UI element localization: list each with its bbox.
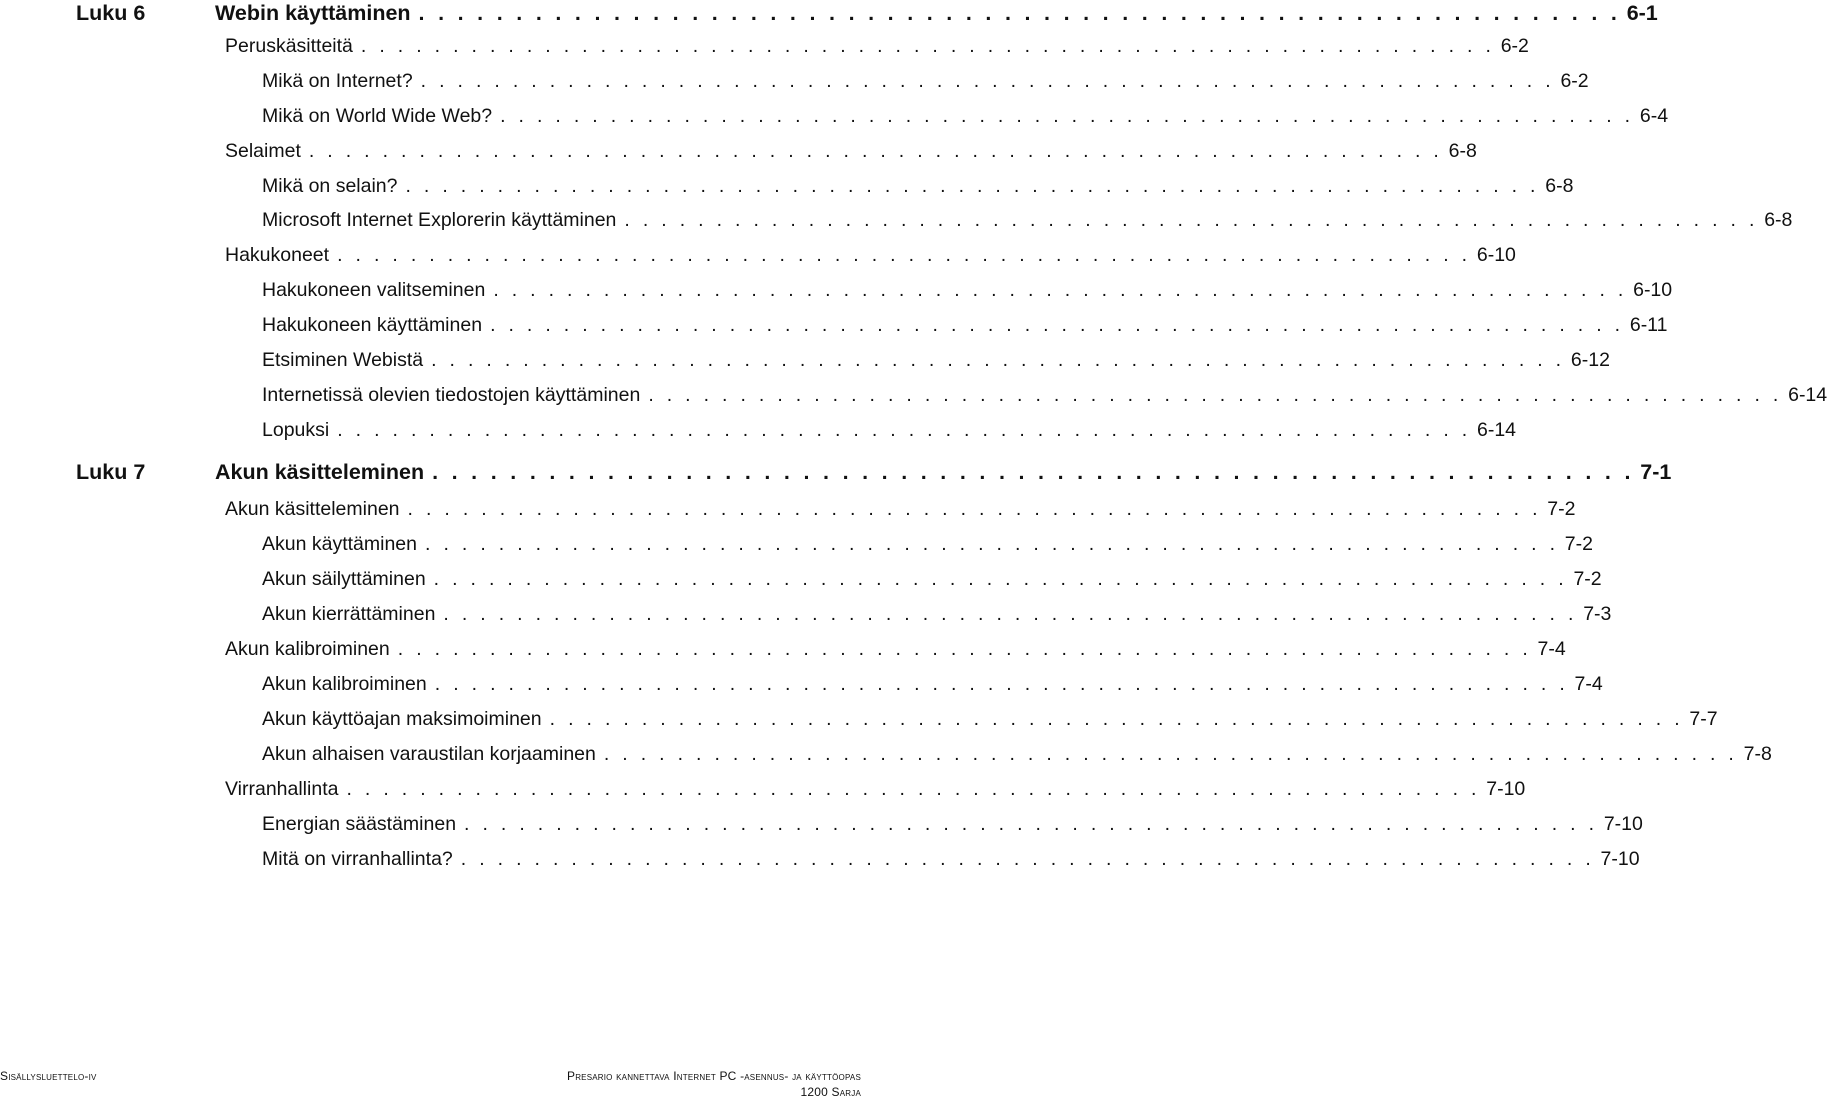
toc-subsection-row: [0, 104, 1669, 138]
toc-subsection-row: [0, 672, 1603, 706]
toc-entry[interactable]: [262, 707, 1718, 731]
dot-leader: . . . . . . . . . . . . . . . . . . . . . . . . . . . . . . . . . . . . . . . . . . . . . . . . . . . . . . . . . . . . . .: [603, 743, 1738, 765]
toc-subsection-row: [0, 532, 1593, 566]
toc-section-row: [0, 497, 1576, 531]
toc-subsection-row: [0, 383, 1827, 417]
toc-entry[interactable]: [262, 313, 1668, 337]
toc-subsection-row: [0, 418, 1517, 452]
toc-entry[interactable]: [262, 278, 1673, 302]
toc-entry-title: Akun alhaisen varaustilan korjaaminen: [262, 743, 596, 765]
toc-entry[interactable]: [225, 243, 1516, 267]
dot-leader: . . . . . . . . . . . . . . . . . . . . . . . . . . . . . . . . . . . . . . . . . . . . . . . . . . . . . . . . . . . . . .: [443, 603, 1578, 625]
toc-entry-page: 6-10: [1633, 279, 1673, 301]
toc-entry-page: 7-2: [1547, 498, 1576, 520]
toc-section-row: [0, 139, 1477, 173]
toc-entry-page: 7-7: [1689, 708, 1718, 730]
dot-leader: . . . . . . . . . . . . . . . . . . . . . . . . . . . . . . . . . . . . . . . . . . . . . . . . . . . . . . . . . . . . . .: [397, 638, 1532, 660]
toc-entry-page: 7-10: [1603, 813, 1643, 835]
toc-entry-title: Mitä on virranhallinta?: [262, 848, 453, 870]
toc-entry[interactable]: [215, 459, 1672, 485]
toc-entry[interactable]: [215, 0, 1658, 26]
toc-entry[interactable]: [262, 383, 1827, 407]
toc-entry-page: 6-4: [1639, 105, 1669, 127]
toc-entry-page: 7-2: [1564, 533, 1593, 555]
toc-entry-title: Akun käyttöajan maksimoiminen: [262, 708, 542, 730]
dot-leader: . . . . . . . . . . . . . . . . . . . . . . . . . . . . . . . . . . . . . . . . . . . . . . . . . . . . . . . . . . . . . .: [337, 419, 1471, 441]
toc-entry[interactable]: [262, 742, 1772, 766]
toc-entry-title: Selaimet: [225, 140, 301, 162]
toc-entry-title: Virranhallinta: [225, 778, 339, 800]
toc-entry-title: Webin käyttäminen: [215, 1, 411, 25]
toc-subsection-row: [0, 707, 1718, 741]
dot-leader: . . . . . . . . . . . . . . . . . . . . . . . . . . . . . . . . . . . . . . . . . . . . . . . . . . . . . . . . . . . . . .: [549, 708, 1684, 730]
toc-entry-title: Peruskäsitteitä: [225, 35, 353, 57]
dot-leader: . . . . . . . . . . . . . . . . . . . . . . . . . . . . . . . . . . . . . . . . . . . . . . . . . . . . . . . . . . . . . .: [460, 848, 1595, 870]
toc-entry-title: Akun säilyttäminen: [262, 568, 426, 590]
dot-leader: . . . . . . . . . . . . . . . . . . . . . . . . . . . . . . . . . . . . . . . . . . . . . . . . . . . . . . . . . . . . . .: [337, 244, 1471, 266]
toc-entry-page: 6-8: [1545, 175, 1574, 197]
toc-entry-title: Mikä on World Wide Web?: [262, 105, 493, 127]
toc-entry[interactable]: [225, 497, 1576, 521]
chapter-label: Luku 6: [76, 1, 146, 25]
toc-entry-page: 6-2: [1500, 35, 1529, 57]
dot-leader: . . . . . . . . . . . . . . . . . . . . . . . . . . . . . . . . . . . . . . . . . . . . . . . . . . . . . . . . . . . . . .: [407, 498, 1542, 520]
footer-series: 1200 Sarja: [800, 1085, 861, 1099]
toc-entry[interactable]: [262, 69, 1589, 93]
toc-entry[interactable]: [225, 139, 1477, 163]
footer-book-title: Presario kannettava Internet PC -asennus- ja käyttöopas: [566, 1069, 861, 1083]
dot-leader: . . . . . . . . . . . . . . . . . . . . . . . . . . . . . . . . . . . . . . . . . . . . . . . . . . . . . . . . . . . . . .: [434, 673, 1569, 695]
toc-subsection-row: [0, 348, 1610, 382]
footer-right-label: [567, 1068, 861, 1100]
toc-entry-title: Akun käsitteleminen: [225, 498, 400, 520]
dot-leader: . . . . . . . . . . . . . . . . . . . . . . . . . . . . . . . . . . . . . . . . . . . . . . . . . . . . . . . . . . . . . .: [624, 209, 1759, 231]
toc-entry-title: Akun kalibroiminen: [225, 638, 390, 660]
toc-subsection-row: [0, 812, 1643, 846]
toc-entry[interactable]: [262, 532, 1593, 556]
toc-entry-page: 7-4: [1537, 638, 1566, 660]
toc-section-row: [0, 637, 1566, 671]
toc-entry-page: 6-14: [1788, 384, 1827, 406]
toc-entry-title: Internetissä olevien tiedostojen käyttäminen: [262, 384, 641, 406]
toc-entry-title: Mikä on selain?: [262, 175, 398, 197]
toc-entry[interactable]: [262, 567, 1602, 591]
dot-leader: . . . . . . . . . . . . . . . . . . . . . . . . . . . . . . . . . . . . . . . . . . . . . . . . . . . . . . . . . . . . . .: [500, 105, 1634, 127]
toc-entry-page: 7-2: [1573, 568, 1602, 590]
toc-chapter-row: [0, 0, 1658, 34]
toc-subsection-row: [0, 278, 1673, 312]
toc-subsection-row: [0, 742, 1772, 776]
dot-leader: . . . . . . . . . . . . . . . . . . . . . . . . . . . . . . . . . . . . . . . . . . . . . . . . . . . . . . . . . . . . . .: [405, 175, 1540, 197]
toc-entry-page: 7-4: [1574, 673, 1603, 695]
toc-subsection-row: [0, 602, 1612, 636]
dot-leader: . . . . . . . . . . . . . . . . . . . . . . . . . . . . . . . . . . . . . . . . . . . . . . . . . . . . . . . . . . . . . .: [433, 568, 1568, 590]
toc-entry-page: 7-8: [1743, 743, 1772, 765]
toc-subsection-row: [0, 69, 1589, 103]
dot-leader: . . . . . . . . . . . . . . . . . . . . . . . . . . . . . . . . . . . . . . . . . . . . . . . . . . . . . . . . . . . . . .: [648, 384, 1783, 406]
toc-entry-page: 6-1: [1626, 1, 1658, 25]
toc-subsection-row: [0, 174, 1574, 208]
toc-entry-title: Energian säästäminen: [262, 813, 457, 835]
toc-entry-title: Hakukoneen käyttäminen: [262, 314, 483, 336]
toc-entry[interactable]: [225, 637, 1566, 661]
dot-leader: . . . . . . . . . . . . . . . . . . . . . . . . . . . . . . . . . . . . . . . . . . . . . . . . . . . . . . . . . . . . . .: [360, 35, 1495, 57]
toc-entry-page: 6-11: [1629, 314, 1668, 336]
toc-entry-title: Etsiminen Webistä: [262, 349, 424, 371]
dot-leader: . . . . . . . . . . . . . . . . . . . . . . . . . . . . . . . . . . . . . . . . . . . . . . . . . . . . . . . . . . . . . .: [308, 140, 1443, 162]
toc-entry-page: 6-14: [1477, 419, 1517, 441]
dot-leader: . . . . . . . . . . . . . . . . . . . . . . . . . . . . . . . . . . . . . . . . . . . . . . . . . . . . . . . . . . . . . .: [464, 813, 1598, 835]
toc-entry[interactable]: [225, 777, 1526, 801]
toc-entry-title: Lopuksi: [262, 419, 330, 441]
toc-entry-page: 6-2: [1560, 70, 1589, 92]
toc-section-row: [0, 34, 1529, 68]
toc-entry-page: 6-10: [1476, 244, 1516, 266]
dot-leader: . . . . . . . . . . . . . . . . . . . . . . . . . . . . . . . . . . . . . . . . . . . . . . . . . . . . . . . . . . . . . .: [418, 1, 1621, 25]
toc-entry-page: 6-8: [1448, 140, 1477, 162]
toc-entry-title: Hakukoneen valitseminen: [262, 279, 486, 301]
toc-entry[interactable]: [262, 672, 1603, 696]
toc-entry-page: 7-10: [1486, 778, 1526, 800]
toc-entry-page: 6-12: [1570, 349, 1610, 371]
dot-leader: . . . . . . . . . . . . . . . . . . . . . . . . . . . . . . . . . . . . . . . . . . . . . . . . . . . . . . . . . . . . . .: [432, 460, 1635, 484]
toc-entry[interactable]: [262, 602, 1612, 626]
toc-subsection-row: [0, 567, 1602, 601]
chapter-label: Luku 7: [76, 460, 146, 484]
toc-entry[interactable]: [262, 208, 1793, 232]
toc-entry[interactable]: [262, 174, 1574, 198]
toc-entry-title: Akun käsitteleminen: [215, 460, 425, 484]
toc-subsection-row: [0, 847, 1640, 881]
toc-entry-title: Akun käyttäminen: [262, 533, 418, 555]
toc-entry-page: 6-8: [1764, 209, 1793, 231]
dot-leader: . . . . . . . . . . . . . . . . . . . . . . . . . . . . . . . . . . . . . . . . . . . . . . . . . . . . . . . . . . . . . .: [346, 778, 1481, 800]
toc-entry[interactable]: [225, 34, 1529, 58]
toc-entry-title: Microsoft Internet Explorerin käyttäminen: [262, 209, 617, 231]
toc-section-row: [0, 777, 1526, 811]
toc-entry-title: Akun kierrättäminen: [262, 603, 436, 625]
footer-left-label: Sisällysluettelo-iv: [0, 1069, 97, 1083]
toc-entry[interactable]: [262, 418, 1517, 442]
dot-leader: . . . . . . . . . . . . . . . . . . . . . . . . . . . . . . . . . . . . . . . . . . . . . . . . . . . . . . . . . . . . . .: [490, 314, 1624, 336]
toc-subsection-row: [0, 208, 1793, 242]
toc-entry-title: Hakukoneet: [225, 244, 330, 266]
toc-entry[interactable]: [262, 847, 1640, 871]
toc-entry-title: Akun kalibroiminen: [262, 673, 427, 695]
toc-entry-page: 7-3: [1583, 603, 1612, 625]
toc-section-row: [0, 243, 1516, 277]
toc-chapter-row: [0, 459, 1672, 493]
toc-entry[interactable]: [262, 812, 1643, 836]
toc-entry-page: 7-1: [1640, 460, 1672, 484]
toc-entry[interactable]: [262, 348, 1610, 372]
dot-leader: . . . . . . . . . . . . . . . . . . . . . . . . . . . . . . . . . . . . . . . . . . . . . . . . . . . . . . . . . . . . . .: [431, 349, 1565, 371]
dot-leader: . . . . . . . . . . . . . . . . . . . . . . . . . . . . . . . . . . . . . . . . . . . . . . . . . . . . . . . . . . . . . .: [425, 533, 1559, 555]
dot-leader: . . . . . . . . . . . . . . . . . . . . . . . . . . . . . . . . . . . . . . . . . . . . . . . . . . . . . . . . . . . . . .: [493, 279, 1628, 301]
toc-entry[interactable]: [262, 104, 1669, 128]
toc-entry-page: 7-10: [1600, 848, 1640, 870]
toc-entry-title: Mikä on Internet?: [262, 70, 413, 92]
dot-leader: . . . . . . . . . . . . . . . . . . . . . . . . . . . . . . . . . . . . . . . . . . . . . . . . . . . . . . . . . . . . . .: [420, 70, 1555, 92]
toc-subsection-row: [0, 313, 1668, 347]
